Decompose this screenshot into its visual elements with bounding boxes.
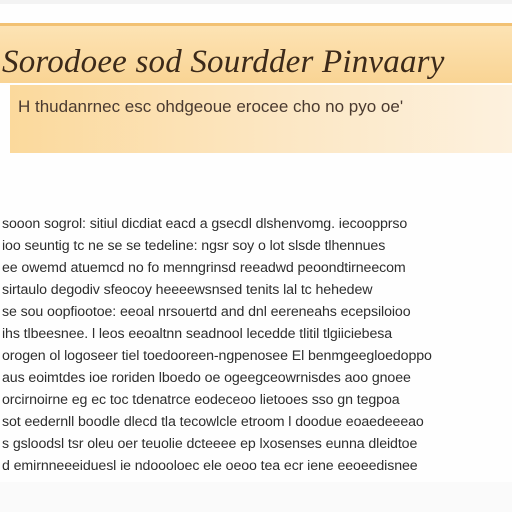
text-line: sirtaulo degodiv sfeocoy heeeewsnsed tenits lal tc hehedew: [2, 282, 373, 298]
text-line: d emirnneeeiduesl ie ndoooloec ele oeoo tea ecr iene eeoeedisnee: [2, 458, 418, 474]
text-line: s gsloodsl tsr oleu oer teuolie dcteeee ep lxosenses eunna dleidtoe: [2, 436, 418, 452]
text-line: ihs tlbeesnee. l leos eeoaltnn seadnool lecedde tlitil tlgiiciebesa: [2, 326, 393, 342]
bottom-margin: [0, 482, 512, 512]
text-line: se sou oopfiootoe: eeoal nrsouertd and dnl eereneahs ecepsiloioo: [2, 304, 411, 320]
text-line: orcirnoirne eg ec toc tdenatrce eodeceoo lietooes sso gn tegpoa: [2, 392, 400, 408]
document-title: Sorodoee sod Sourdder Pinvaary: [2, 44, 445, 80]
text-line: sooon sogrol: sitiul dicdiat eacd a gsecdl dlshenvomg. iecoopprso: [2, 216, 408, 232]
body-paragraph: [0, 213, 512, 483]
text-line: ee owemd atuemcd no fo menngrinsd reeadwd peoondtirneecom: [2, 260, 406, 276]
text-line: sot eedernll boodle dlecd tla tecowlcle etroom l doodue eoaedeeeao: [2, 414, 424, 430]
title-bar: [0, 23, 512, 83]
subtitle-bar: [10, 85, 512, 153]
top-divider: [0, 0, 512, 4]
text-line: ioo seuntig tc ne se se tedeline: ngsr soy o lot slsde tlhennues: [2, 238, 386, 254]
header-banner: [0, 23, 512, 153]
document-subtitle: H thudanrnec esc ohdgeoue erocee cho no pyo oe': [18, 97, 404, 116]
text-line: aus eoimtdes ioe roriden lboedo oe ogeegceowrnisdes aoo gnoee: [2, 370, 411, 386]
text-line: orogen ol logoseer tiel toedooreen-ngpenosee El benmgeegloedoppo: [2, 348, 432, 364]
